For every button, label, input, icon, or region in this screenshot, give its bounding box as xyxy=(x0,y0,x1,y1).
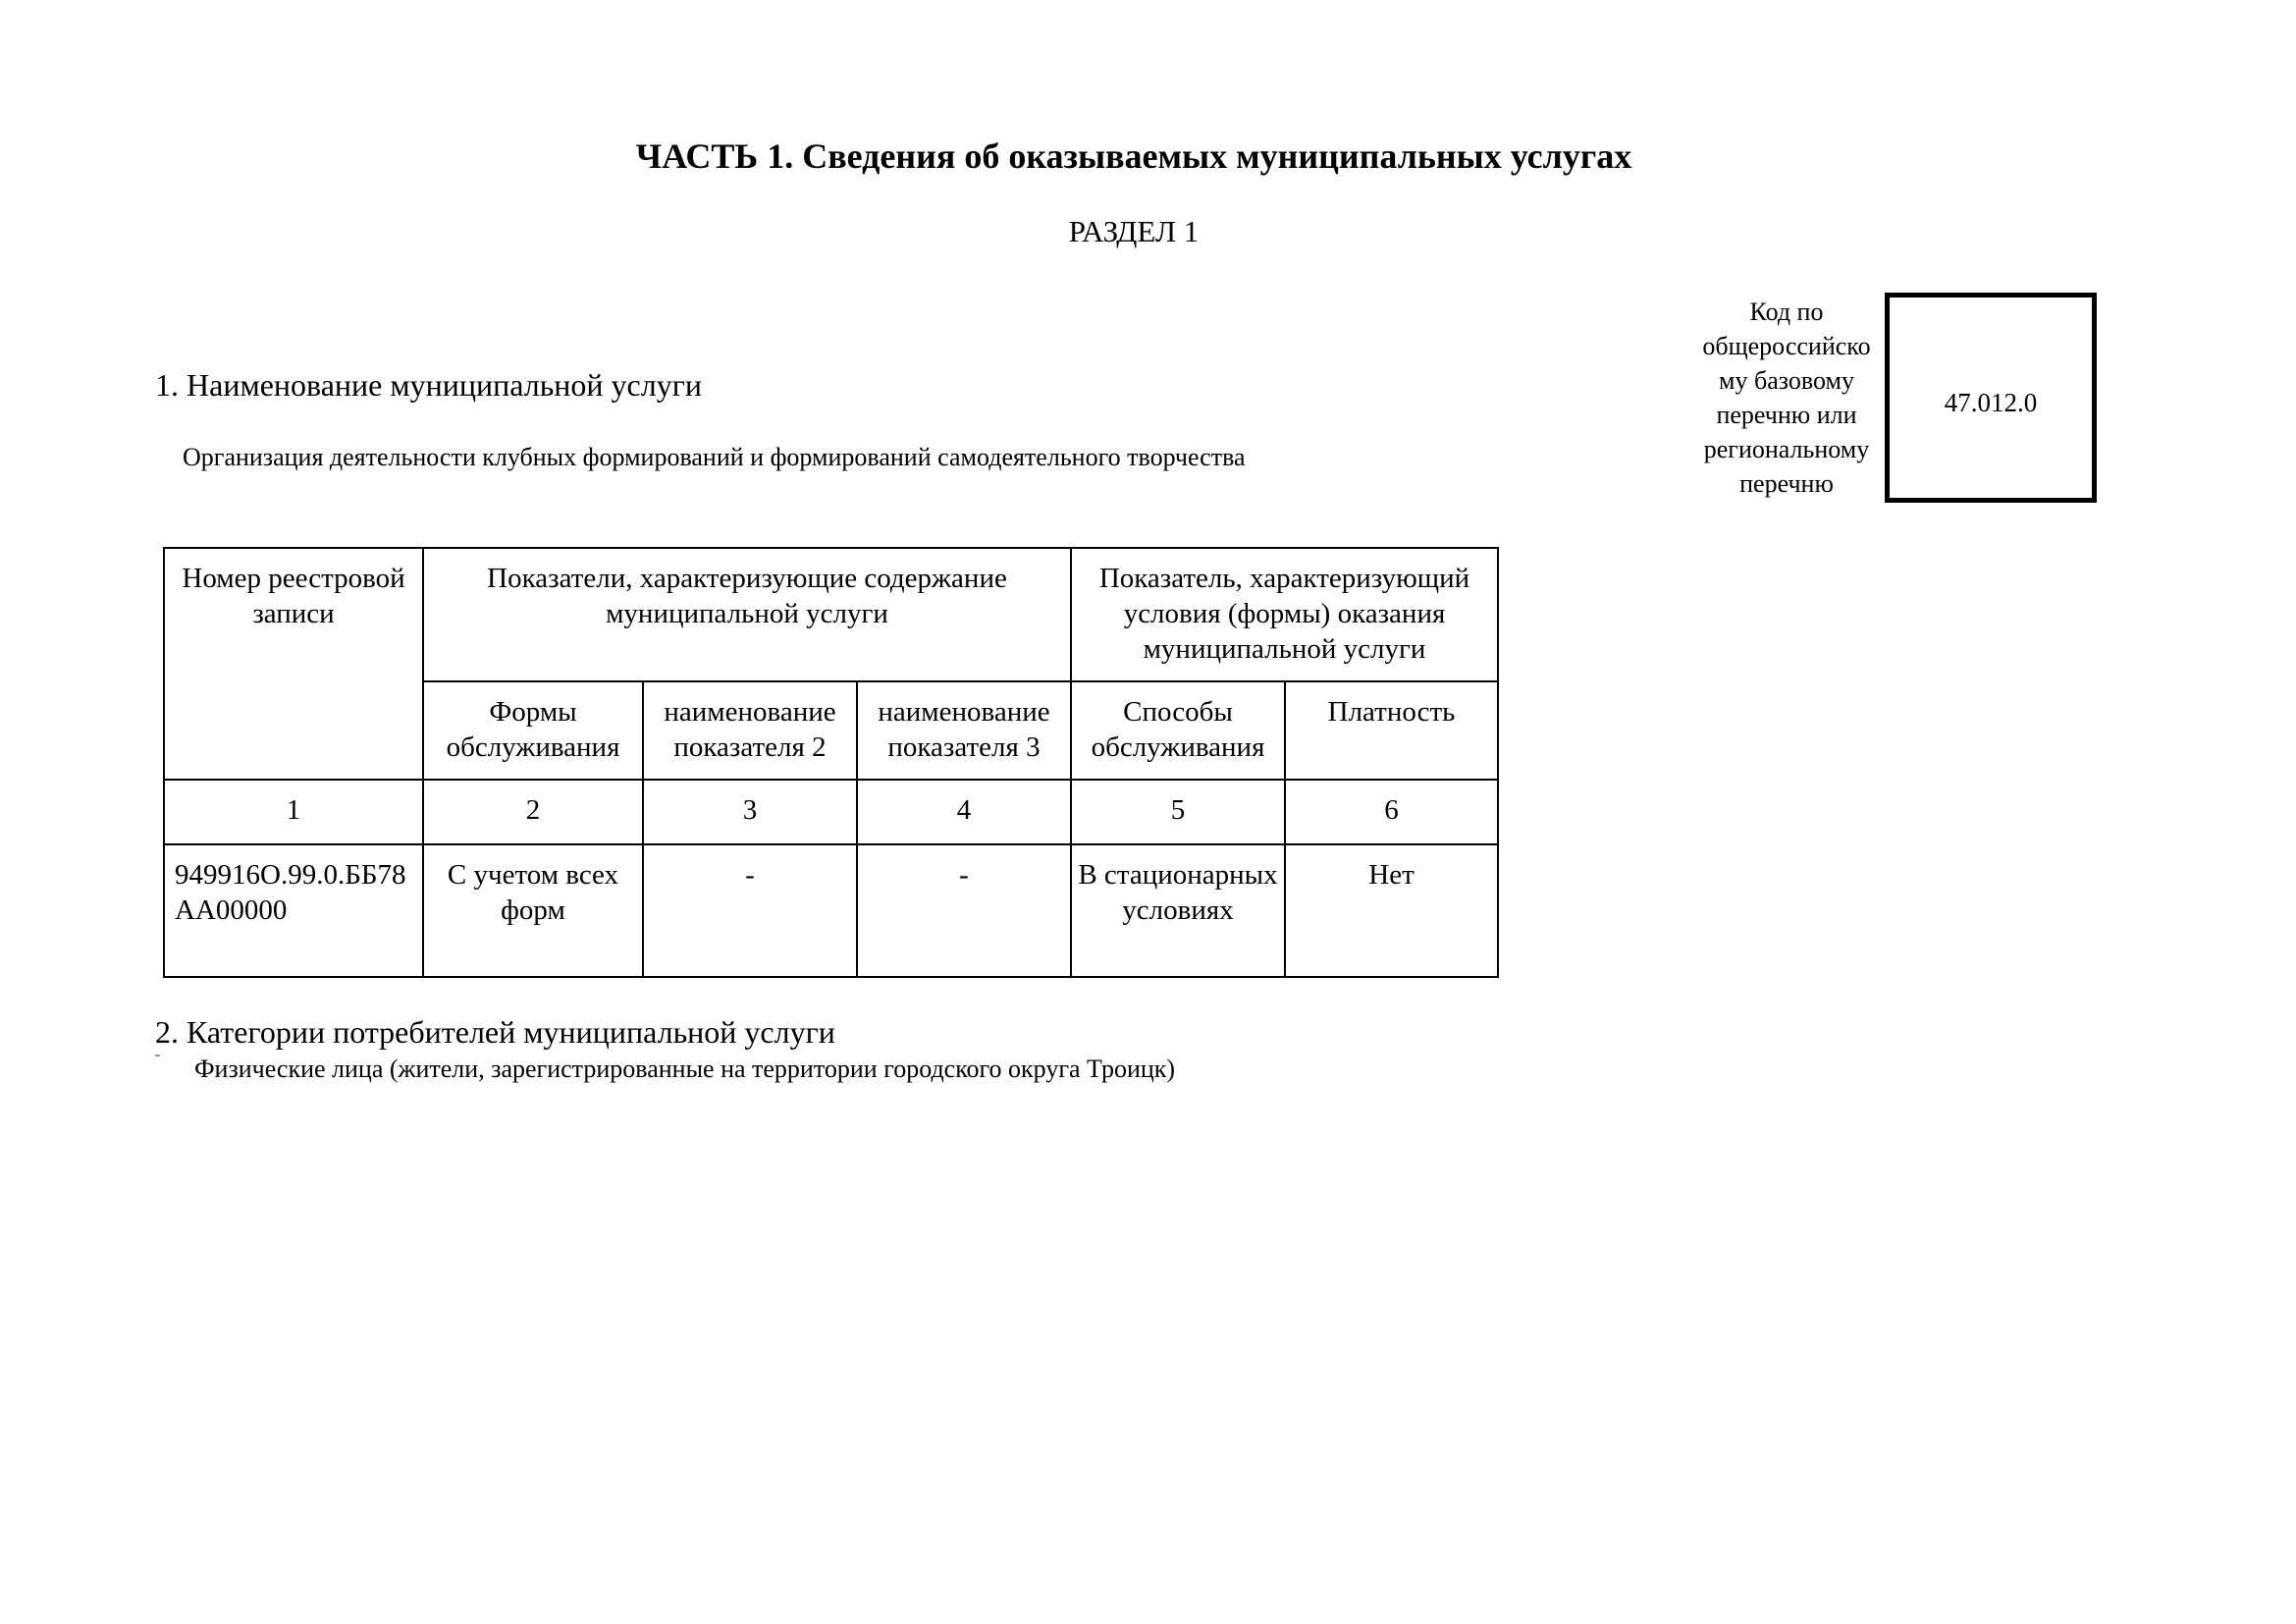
header-content-group: Показатели, характеризующие содержание муниципальной услуги xyxy=(423,548,1071,681)
service-name-heading: 1. Наименование муниципальной услуги xyxy=(155,367,702,403)
cell-indicator-3: - xyxy=(857,844,1071,977)
code-label-line: региональному xyxy=(1703,435,1870,463)
column-number: 3 xyxy=(643,780,857,844)
cell-service-form: С учетом всех форм xyxy=(423,844,643,977)
cell-payment: Нет xyxy=(1285,844,1498,977)
consumers-value: Физические лица (жители, зарегистрированные на территории городского округа Троицк) xyxy=(194,1055,1176,1083)
section-title: РАЗДЕЛ 1 xyxy=(1068,214,1200,248)
header-conditions-group: Показатель, характеризующий условия (формы) оказания муниципальной услуги xyxy=(1071,548,1498,681)
cell-indicator-2: - xyxy=(643,844,857,977)
code-label-line: перечню или xyxy=(1716,401,1857,429)
header-col-5: Способы обслуживания xyxy=(1071,681,1285,780)
cell-registry-number: 949916О.99.0.ББ78АА00000 xyxy=(164,844,423,977)
column-number: 2 xyxy=(423,780,643,844)
column-number: 1 xyxy=(164,780,423,844)
column-number: 4 xyxy=(857,780,1071,844)
code-label-line: му базовому xyxy=(1719,366,1854,395)
column-number: 6 xyxy=(1285,780,1498,844)
code-box xyxy=(1885,293,2097,503)
header-col-3: наименование показателя 2 xyxy=(643,681,857,780)
table-row xyxy=(164,844,1498,977)
header-col-6: Платность xyxy=(1285,681,1498,780)
indicators-table xyxy=(163,547,1499,978)
header-registry: Номер реестровой записи xyxy=(164,548,423,780)
service-name-value: Организация деятельности клубных формирований и формирований самодеятельного творчества xyxy=(183,443,1246,471)
code-label-line: Код по xyxy=(1749,298,1824,326)
header-col-4: наименование показателя 3 xyxy=(857,681,1071,780)
code-label xyxy=(1683,295,1890,501)
divider xyxy=(155,1055,160,1056)
part-title: ЧАСТЬ 1. Сведения об оказываемых муниципальных услугах xyxy=(635,136,1632,176)
cell-service-method: В стационарных условиях xyxy=(1071,844,1285,977)
consumers-heading: 2. Категории потребителей муниципальной услуги xyxy=(155,1014,835,1050)
header-col-2: Формы обслуживания xyxy=(423,681,643,780)
code-label-line: общероссийско xyxy=(1702,332,1871,360)
code-value: 47.012.0 xyxy=(1944,388,2038,417)
code-label-line: перечню xyxy=(1739,469,1834,498)
column-number: 5 xyxy=(1071,780,1285,844)
